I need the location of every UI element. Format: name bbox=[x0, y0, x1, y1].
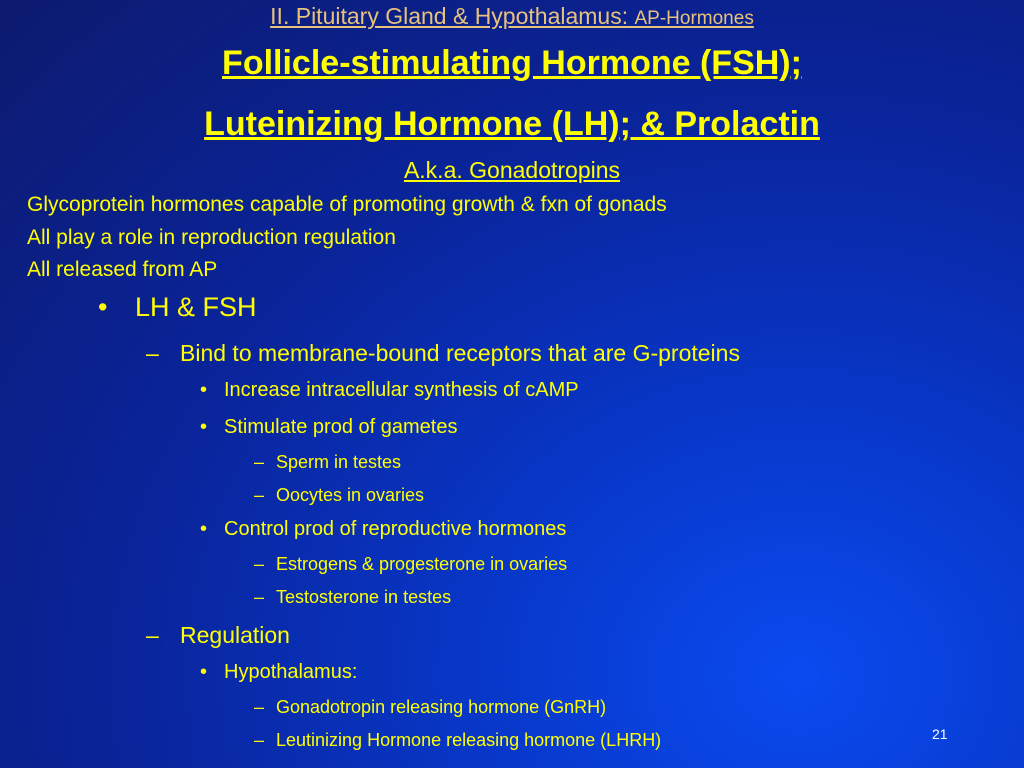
outline-item-bind-receptors: Bind to membrane-bound receptors that are G-proteins bbox=[180, 340, 740, 366]
dash-marker: – bbox=[254, 485, 265, 505]
slide-subtitle: A.k.a. Gonadotropins bbox=[403, 157, 621, 183]
outline-item-lhrh: Leutinizing Hormone releasing hormone (LHRH) bbox=[276, 730, 662, 750]
outline-item-stimulate-gametes: Stimulate prod of gametes bbox=[224, 416, 458, 438]
outline-item-hypothalamus: Hypothalamus: bbox=[224, 661, 358, 683]
bullet-marker: • bbox=[200, 416, 208, 438]
dash-marker: – bbox=[146, 340, 159, 366]
intro-line: All play a role in reproduction regulation bbox=[27, 226, 396, 249]
outline-item-gnrh: Gonadotropin releasing hormone (GnRH) bbox=[276, 697, 607, 717]
outline-item-estrogens: Estrogens & progesterone in ovaries bbox=[276, 554, 568, 574]
bullet-marker: • bbox=[200, 518, 208, 540]
dash-marker: – bbox=[254, 697, 265, 717]
section-heading-main: II. Pituitary Gland & Hypothalamus: bbox=[270, 3, 629, 29]
slide-title-line-2: Luteinizing Hormone (LH); & Prolactin bbox=[204, 105, 820, 143]
outline-item-oocytes: Oocytes in ovaries bbox=[276, 485, 425, 505]
dash-marker: – bbox=[254, 730, 265, 750]
dash-marker: – bbox=[254, 587, 265, 607]
section-heading bbox=[0, 3, 1024, 30]
bullet-marker: • bbox=[200, 379, 208, 401]
outline-item-lh-fsh: LH & FSH bbox=[135, 292, 257, 322]
outline-item-sperm: Sperm in testes bbox=[276, 452, 402, 472]
intro-line: Glycoprotein hormones capable of promoting growth & fxn of gonads bbox=[27, 193, 667, 216]
slide-title-line-1: Follicle-stimulating Hormone (FSH); bbox=[222, 44, 802, 82]
slide-number: 21 bbox=[932, 726, 948, 742]
section-heading-sub: AP-Hormones bbox=[634, 8, 754, 29]
intro-line: All released from AP bbox=[27, 258, 218, 281]
dash-marker: – bbox=[254, 554, 265, 574]
outline-item-regulation: Regulation bbox=[180, 622, 290, 648]
dash-marker: – bbox=[146, 622, 159, 648]
bullet-marker: • bbox=[200, 661, 208, 683]
outline-item-increase-camp: Increase intracellular synthesis of cAMP bbox=[224, 379, 579, 401]
outline-item-control-hormones: Control prod of reproductive hormones bbox=[224, 518, 567, 540]
outline-item-testosterone: Testosterone in testes bbox=[276, 587, 452, 607]
bullet-marker: • bbox=[98, 292, 108, 322]
dash-marker: – bbox=[254, 452, 265, 472]
